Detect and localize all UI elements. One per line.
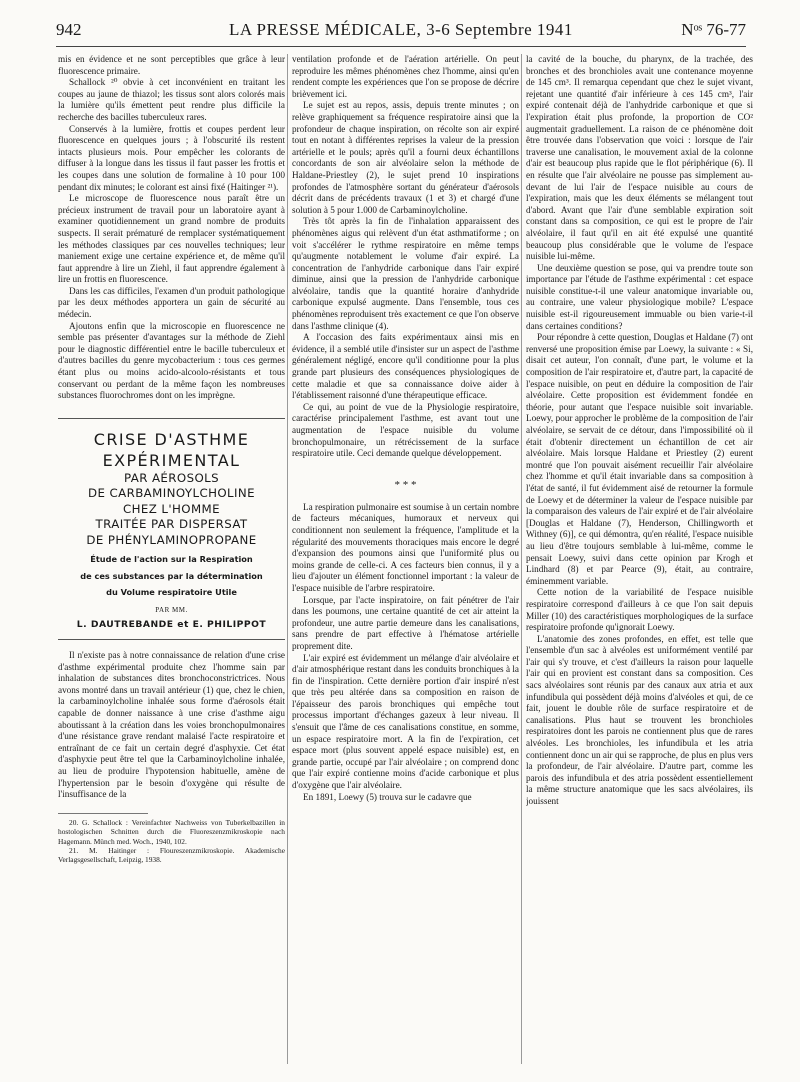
paragraph: Il n'existe pas à notre connaissance de relation d'une crise d'asthme expérimental produite chez l'homme sain par inhalation de substances dites bronchoconstrictrices. Nous avons montré dans un travail antérieur (1) que, chez le chien, la carbaminoylcholine inhalée sous forme d'aérosols était capable de donner naissance à une crise d'asthme aigu aboutissant à la création dans les voies bronchopulmonaires d'une résistance grave rendant malaisé l'acte respiratoire et entraînant de ce fait un certain degré d'asphyxie. Cet état d'asphyxie peut être tel que la Carbaminoylcholine inhalée, au lieu de produire l'hypotension habituelle, amène de l'hypertension par le besoin d'oxygène qui résulte de l'insuffisance de la [58,650,285,800]
article-subtitle: de ces substances par la détermination [80,570,263,581]
paragraph: Le microscope de fluorescence nous paraît être un précieux instrument de travail pour un laboratoire ayant à examiner quotidiennement un grand nombre de produits suspects. Il serait prématuré de remplacer systématiquement les méthodes classiques par ces nouvelles techniques; leur maniement exige une certaine expérience et, de même qu'il faut apprendre à lire un Ziehl, il faut apprendre également à lire un frottis en fluorescence. [58,193,285,285]
article-title: CRISE D'ASTHME [93,429,250,449]
paragraph: En 1891, Loewy (5) trouva sur le cadavre que [303,791,472,802]
page-number: 942 [56,20,82,39]
paragraph: Schallock ²⁰ obvie à cet inconvénient en traitant les coupes au jaune de thiazol; les tissus sont alors colorés mais la lumière qu'ils émettent peut rendre plus difficile la recherche des bacilles tuberculeux rares. [58,77,285,122]
paragraph: ventilation profonde et de l'aération artérielle. On peut reproduire les mêmes phénomènes chez l'homme, ainsi qu'en rendent compte les expériences que l'on se propose de décrire brièvement ici. [292,54,519,99]
journal-title: LA PRESSE MÉDICALE, 3-6 Septembre 1941 [229,20,573,39]
article-authors: L. DAUTREBANDE et E. PHILIPPOT [76,619,267,631]
footnote: 21. M. Haitinger : Floureszenzmikroskopie. Akademische Verlagsgesellschaft, Leipzig, 1938. [58,845,285,865]
column-divider [521,54,522,1064]
column-divider [287,54,288,1064]
article-subtitle: Étude de l'action sur la Respiration [90,554,253,565]
paragraph: mis en évidence et ne sont perceptibles que grâce à leur fluorescence primaire. [58,54,285,76]
article-title: EXPÉRIMENTAL [102,450,241,470]
paragraph: L'air expiré est évidemment un mélange d'air alvéolaire et d'air atmosphérique restant dans les conduits bronchiques à la fin de l'inspiration. Cette dernière portion d'air inspiré n'est que très peu altérée dans sa composition en raison de l'épaisseur des parois bronchiques qui empêche tout processus important d'échanges gazeux à leur niveau. Il s'ensuit que l'âme de ces canalisations constitue, en somme, un espace respiratoire mort. A la fin de l'expiration, cet espace mort (plus souvent appelé espace nuisible) est, en grande partie, occupé par l'air alvéolaire ; on comprend donc que l'air expiré contienne moins d'acide carbonique et plus d'oxygène que l'air alvéolaire. [292,652,519,791]
column-2 [292,54,519,1072]
paragraph: Cette notion de la variabilité de l'espace nuisible respiratoire correspond d'ailleurs à ce que l'on sait depuis Miller (10) des caractéristiques morphologiques de la surface respiratoire profonde qu'ignorait Loewy. [526,587,753,633]
column-3 [526,54,753,1072]
byline-prefix: PAR MM. [155,605,188,614]
article-title: CHEZ L'HOMME [123,501,220,516]
article-title: DE CARBAMINOYLCHOLINE [88,486,255,501]
article-title-block [58,418,285,640]
paragraph: Dans les cas difficiles, l'examen d'un produit pathologique par les deux méthodes apportera un gain de sécurité au médecin. [58,285,285,320]
footnote: 20. G. Schallock : Vereinfachter Nachweiss von Tuberkelbazillen in hostologischen Schnitten durch die Fluoreszenzmikroskopie nach Hagemann. Münch med. Woch., 1940, 102. [58,817,285,846]
paragraph: Ce qui, au point de vue de la Physiologie respiratoire, caractérise principalement l'asthme, est avant tout une augmentation de l'espace nuisible du volume bronchopulmonaire, un rétrécissement de la surface respiratoire utile. Ceci demande quelque développement. [292,401,519,459]
column-1 [58,54,285,1072]
paragraph: la cavité de la bouche, du pharynx, de la trachée, des bronches et des bronchioles avait une contenance moyenne de 145 cm³. Il remarqua cependant que chez le sujet vivant, rejetant une quantité d'air inférieure à ces 145 cm³, l'air expiré contenait déjà de l'anhydride carbonique et que si l'expiration était plus profonde, la proportion de CO² augmentait graduellement. La raison de ce phénomène doit être trouvée dans l'observation que voici : lorsque de l'air traverse une canalisation, le mouvement axial de la colonne d'air est beaucoup plus rapide que le flot périphérique (6). Il en résulte que l'air alvéolaire ne pousse pas simplement au-devant de lui l'air de l'espace nuisible au cours de l'expiration, mais que les deux éléments se mélangent tout d'abord. Avant que l'air d'une semblable expiration soit constant dans sa composition, ce qui est le propre de l'air alvéolaire, il faut qu'il en ait été expulsé une quantité beaucoup plus considérable que le volume de l'espace nuisible lui-même. [526,54,753,262]
paragraph: A l'occasion des faits expérimentaux ainsi mis en évidence, il a semblé utile d'insister sur un aspect de l'asthme généralement négligé, encore qu'il conditionne pour la plus grande part plusieurs des conséquences physiologiques de cette maladie et que sa connaissance doive aider à l'établissement raisonné d'une thérapeutique efficace. [292,332,519,401]
section-separator: * * * [394,478,417,491]
paragraph: Lorsque, par l'acte inspiratoire, on fait pénétrer de l'air dans les poumons, une certaine quantité de cet air atteint la profondeur, une autre partie demeure dans les canalisations, sans prendre de part effective à l'hématose artérielle proprement dite. [292,594,519,651]
paragraph: Le sujet est au repos, assis, depuis trente minutes ; on relève graphiquement sa fréquence respiratoire ainsi que la profondeur de chaque inspiration, on récolte son air expiré tout en notant à différentes reprises la valeur de la pression artérielle et le pouls; après qu'il a fourni deux échantillons concordants de son air alvéolaire selon la méthode de Haldane-Priestley (2), le sujet prend 10 inspirations profondes de l'atmosphère sortant du générateur d'aérosols décrit dans de précédents travaux (1 et 3) et chargé d'une solution à 5 pour 1.000 de Carbaminoylcholine. [292,100,519,215]
article-title: TRAITÉE PAR DISPERSAT [95,517,248,532]
paragraph: Conservés à la lumière, frottis et coupes perdent leur fluorescence en quelques jours ; à l'obscurité ils restent intacts plusieurs mois. Pour empêcher les colorants de diffuser à la longue dans les tissus il faut passer les frottis et les coupes dans une solution de formaline à 10 pour 100 pendant dix minutes; le colorant est ainsi fixé (Haitinger ²¹). [58,123,285,192]
footnote-rule [58,813,148,814]
paragraph: Ajoutons enfin que la microscopie en fluorescence ne semble pas présenter d'avantages sur la méthode de Ziehl pour le diagnostic différentiel entre le bacille tuberculeux et d'autres bacilles du genre mycobacterium : tous ces germes étant plus ou moins acido-alcoolo-résistants et tous conservant ou perdant de la même façon les nombreuses substances fluorochromes dont on les imprègne. [58,320,285,401]
paragraph: Pour répondre à cette question, Douglas et Haldane (7) ont renversé une proposition émise par Loewy, la suivante : « Si, disait cet auteur, l'on connaît, d'une part, le volume et la composition de l'air respiratoire et, d'autre part, la capacité de l'espace nuisible, on peut en déduire la composition de l'air alvéolaire. Cette proposition est évidemment fondée en théorie, pour autant que l'espace nuisible soit invariable. Loewy, pour approcher le problème de la composition de l'air alvéolaire, se servait de ce détour, dans l'impossibilité où il était d'obtenir directement un échantillon de cet air alvéolaire. Mais lorsque Haldane et Priestley (2) eurent montré que l'on pouvait aisément recueillir l'air alvéolaire chez l'homme et qu'il était invariable dans sa composition à l'état de santé, il fut évidemment aisé de retourner la formule de Loewy et de déterminer la valeur de l'espace nuisible par la comparaison des valeurs de l'air expiré et de l'air alvéolaire [Douglas et Haldane (7), Henderson, Chillingworth et Withney (6)], ce qui démontra, qu'en réalité, l'espace nuisible au lieu d'être toujours semblable à lui-même, comme le pensait Loewy, suivi dans cette opinion par Krogh et Lindhard (8) et par Pearce (9), était, au contraire, éminemment variable. [526,332,753,586]
issue-number: Nᵒˢ 76-77 [681,20,746,39]
article-subtitle: du Volume respiratoire Utile [106,587,237,598]
article-title: DE PHÉNYLAMINOPROPANE [86,532,257,547]
paragraph: Une deuxième question se pose, qui va prendre toute son importance par l'étude de l'asthme expérimental : cet espace nuisible constitue-t-il une valeur anatomique invariable ou, au contraire, une valeur physiologique mobile? L'espace nuisible est-il rigoureusement immuable ou bien varie-t-il dans certaines conditions? [526,262,753,331]
paragraph: Très tôt après la fin de l'inhalation apparaissent des phénomènes aigus qui relèvent d'un état asthmatiforme ; on voit s'accélérer le rythme respiratoire en même temps qu'augmente notablement le volume d'air expiré. La concentration de l'anhydride carbonique dans l'air expiré diminue, ainsi que la pression de l'anhydride carbonique alvéolaire, tandis que la quantité horaire d'anhydride carbonique expulsé augmente. Dans l'ensemble, tous ces phénomènes reproduisent très exactement ce que l'on observe dans l'asthme clinique (4). [292,216,519,331]
paragraph: L'anatomie des zones profondes, en effet, est telle que l'ensemble d'un sac à alvéoles est uniformément ventilé par l'air qui s'y trouve, et c'est d'ailleurs la raison pour laquelle l'air qui en provient est constant dans sa composition. Ces sacs alvéolaires sont réunis par des canaux aux atria et aux infundibula qui possèdent déjà moins d'alvéoles et qui, de ce fait, jouent le double rôle de surface respiratoire et de canalisations. Plus haut se trouvent les bronchioles respiratoires dont les parois ne contiennent plus que de rares alvéoles. Les bronchioles, les infundibula et les atria contiennent donc un air qui se rapproche, de plus en plus vers la profondeur, de l'air alvéolaire. D'autre part, comme les parois des infundibula et des atria possèdent essentiellement la même structure anatomique que les sacs alvéolaires, ils jouissent [526,633,753,806]
paragraph: La respiration pulmonaire est soumise à un certain nombre de facteurs mécaniques, humoraux et nerveux qui conditionnent non seulement la fréquence, l'amplitude et la régularité des mouvements thoraciques mais encore le degré d'expansion des poumons ainsi que l'uniformité plus ou moins grande de celle-ci. A ces facteurs bien connus, il y a lieu d'ajouter un élément fonctionnel important : la valeur de l'espace nuisible de l'arbre respiratoire. [292,501,519,593]
article-title: PAR AÉROSOLS [123,470,220,485]
page-header [56,20,746,47]
